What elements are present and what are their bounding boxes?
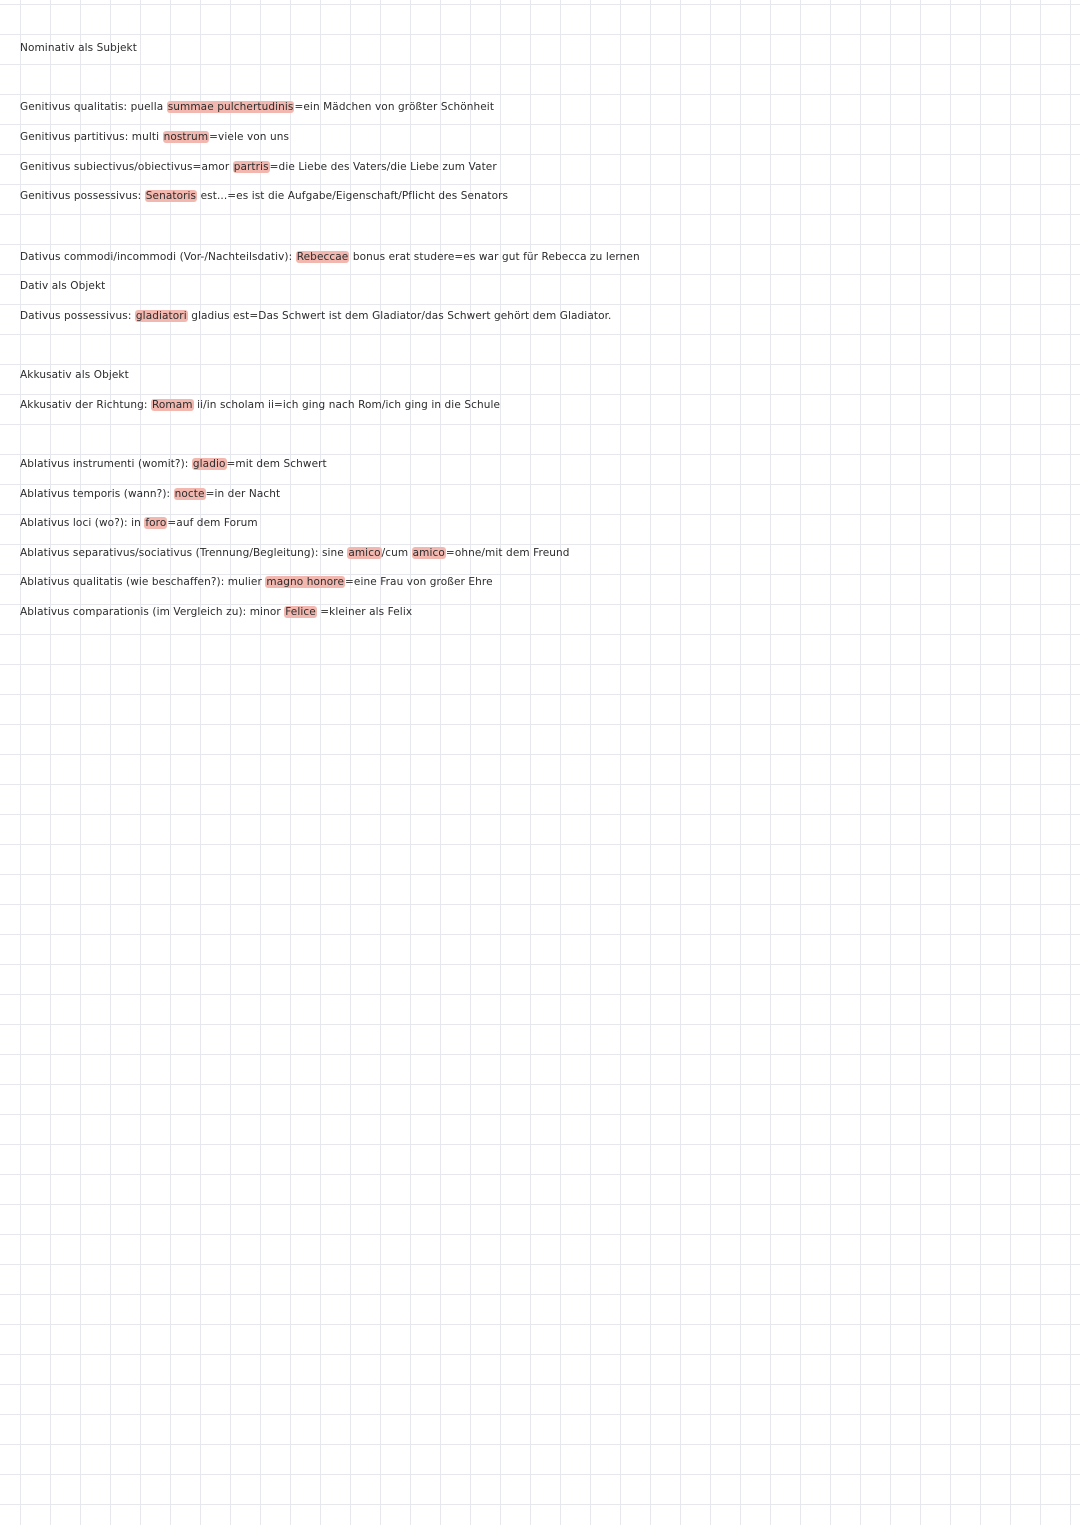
note-translation: =in der Nacht [205, 488, 281, 500]
note-text: Ablativus comparationis (im Vergleich zu): minor [20, 606, 281, 618]
note-line-ablativus-separativus [20, 543, 570, 563]
highlighted-term: nostrum [163, 131, 209, 143]
note-line-dativ-objekt [20, 276, 105, 296]
note-text: Genitivus possessivus: [20, 190, 142, 202]
note-text: Ablativus separativus/sociativus (Trennung/Begleitung): sine [20, 547, 344, 559]
note-line-akkusativ-objekt [20, 365, 129, 385]
note-text: Ablativus loci (wo?): in [20, 517, 141, 529]
note-text: /cum [381, 547, 409, 559]
note-line-ablativus-loci [20, 513, 258, 533]
highlighted-term: summae pulchertudinis [167, 101, 294, 113]
note-translation: ii/in scholam ii=ich ging nach Rom/ich ging in die Schule [197, 399, 501, 411]
note-text: Ablativus qualitatis (wie beschaffen?): mulier [20, 576, 262, 588]
highlighted-term: Senatoris [145, 190, 197, 202]
note-line-nominativ-subjekt [20, 38, 137, 58]
note-line-ablativus-instrumenti [20, 454, 327, 474]
note-text: Genitivus subiectivus/obiectivus=amor [20, 161, 230, 173]
note-translation: =auf dem Forum [167, 517, 258, 529]
note-line-genitivus-possessivus [20, 186, 508, 206]
note-line-genitivus-qualitatis [20, 97, 494, 117]
note-text: Ablativus instrumenti (womit?): [20, 458, 189, 470]
note-line-akkusativ-richtung [20, 395, 500, 415]
note-text: Ablativus temporis (wann?): [20, 488, 171, 500]
note-translation: =ohne/mit dem Freund [445, 547, 570, 559]
note-text: Dativus commodi/incommodi (Vor-/Nachteilsdativ): [20, 251, 293, 263]
note-translation: gladius est=Das Schwert ist dem Gladiator/das Schwert gehört dem Gladiator. [191, 310, 612, 322]
highlighted-term: nocte [174, 488, 205, 500]
highlighted-term: magno honore [266, 576, 345, 588]
highlighted-term: Rebeccae [296, 251, 349, 263]
note-text: Nominativ als Subjekt [20, 42, 137, 54]
note-translation: =mit dem Schwert [226, 458, 327, 470]
note-text: Dativus possessivus: [20, 310, 132, 322]
note-line-dativus-possessivus [20, 306, 612, 326]
note-line-dativus-commodi [20, 247, 640, 267]
note-text: Dativ als Objekt [20, 280, 106, 292]
note-translation: =kleiner als Felix [320, 606, 413, 618]
highlighted-term: gladio [192, 458, 226, 470]
highlighted-term: partris [233, 161, 269, 173]
note-translation: =ein Mädchen von größter Schönheit [294, 101, 495, 113]
highlighted-term: amico [412, 547, 445, 559]
highlighted-term: amico [348, 547, 381, 559]
highlighted-term: foro [145, 517, 167, 529]
note-translation: =eine Frau von großer Ehre [345, 576, 493, 588]
note-line-ablativus-qualitatis [20, 572, 493, 592]
note-text: Akkusativ der Richtung: [20, 399, 148, 411]
note-line-genitivus-partitivus [20, 127, 289, 147]
note-line-ablativus-temporis [20, 484, 280, 504]
highlighted-term: gladiatori [135, 310, 187, 322]
note-text: Akkusativ als Objekt [20, 369, 129, 381]
note-text: Genitivus partitivus: multi [20, 131, 160, 143]
note-translation: =viele von uns [209, 131, 290, 143]
highlighted-term: Romam [151, 399, 193, 411]
note-text: Genitivus qualitatis: puella [20, 101, 164, 113]
note-translation: est...=es ist die Aufgabe/Eigenschaft/Pflicht des Senators [200, 190, 509, 202]
note-line-genitivus-subiectivus [20, 157, 497, 177]
note-translation: bonus erat studere=es war gut für Rebecca zu lernen [352, 251, 640, 263]
note-translation: =die Liebe des Vaters/die Liebe zum Vater [269, 161, 497, 173]
note-line-ablativus-comparationis [20, 602, 412, 622]
highlighted-term: Felice [285, 606, 316, 618]
